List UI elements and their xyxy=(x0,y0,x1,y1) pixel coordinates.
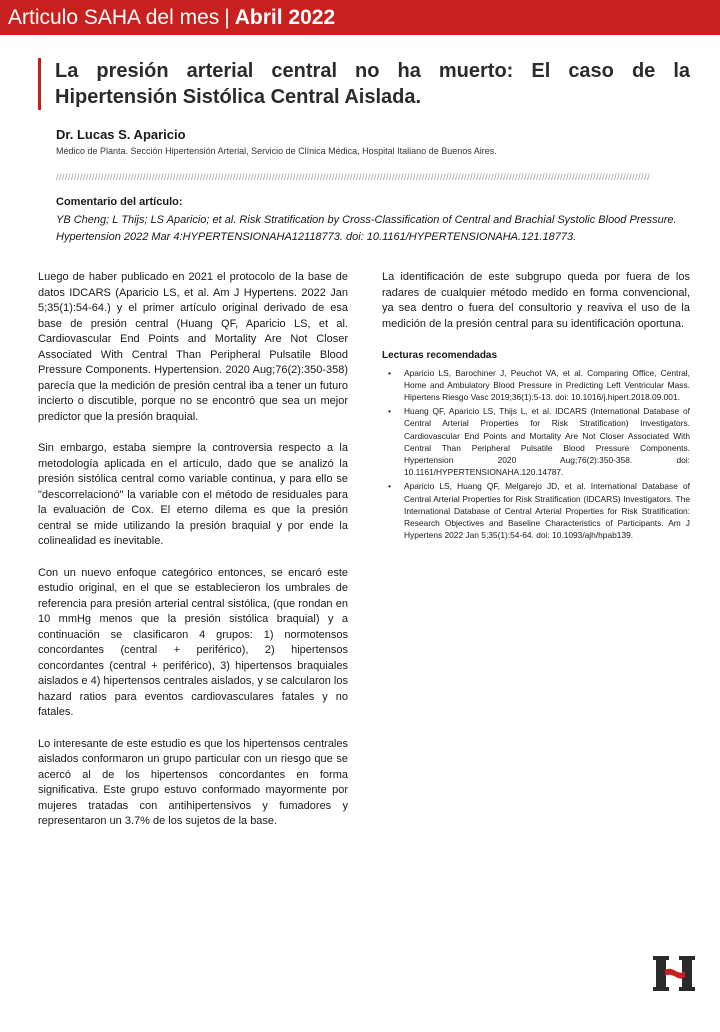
left-column xyxy=(38,270,348,846)
body-paragraph: Con un nuevo enfoque categórico entonces, se encaró este estudio original, en el que se establecieron los umbrales de referencia para presión arterial central sistólica, (que rondan en 10 mmHg menos que la presión sistólica braquial) y a continuación se clasificaron 4 grupos: 1) normotensos concordantes (central + periférico), 2) hipertensos concordantes (central + periférico), 3) hipertensos braquiales aislados e 4) hipertensos centrales aislados, y se calcularon los hazard ratios para eventos cardiovasculares fatales y no fatales. xyxy=(38,566,348,718)
saha-logo-icon xyxy=(653,953,697,993)
author-affiliation: Médico de Planta. Sección Hipertensión Arterial, Servicio de Clínica Médica, Hospital Italiano de Buenos Aires. xyxy=(56,146,497,156)
reference-text: Aparicio LS, Huang QF, Melgarejo JD, et al. International Database of Central Arterial Properties for Risk Stratification (IDCARS) Investigators. The International Database of Central Arterial Properties for Risk Stratification: Research Objectives and Baseline Characteristics of Participants. Am J Hypertens 2022 Jan 5;35(1):54-64. doi: 10.1093/ajh/hpab139. xyxy=(404,481,690,541)
header-separator: | xyxy=(224,6,230,29)
right-column xyxy=(382,270,690,543)
comment-citation: YB Cheng; L Thijs; LS Aparicio; et al. Risk Stratification by Cross-Classification of Central and Brachial Systolic Blood Pressure. Hypertension 2022 Mar 4:HYPERTENSIONAHA12118773. doi: 10.1161/HYPERTENSIONAHA.121.18773. xyxy=(56,214,677,243)
title-block xyxy=(38,58,690,110)
body-paragraph: La identificación de este subgrupo queda por fuera de los radares de cualquier método medido en forma convencional, ya sea dentro o fuera del consultorio y reaviva el uso de la medición de la presión central para su identificación oportuna. xyxy=(382,271,690,330)
article-title: La presión arterial central no ha muerto: El caso de la Hipertensión Sistólica Central Aislada. xyxy=(55,60,690,108)
bullet-icon: • xyxy=(388,406,391,417)
references-title: Lecturas recomendadas xyxy=(382,350,498,361)
bullet-icon: • xyxy=(388,367,391,378)
references-list xyxy=(382,367,690,542)
author-name: Dr. Lucas S. Aparicio xyxy=(56,127,186,142)
reference-text: Huang QF, Aparicio LS, Thijs L, et al. IDCARS (International Database of Central Arterial Properties for Risk Stratification) Investigators. Cardiovascular End Points and Mortality Are Not Closer Associated With Central Than Peripheral Pulsatile Blood Pressure Components. Hypertension 2020 Aug;76(2):350-358. doi: 10.1161/HYPERTENSIONAHA.120.14787. xyxy=(404,406,690,478)
bullet-icon: • xyxy=(388,481,391,492)
comment-label: Comentario del artículo: xyxy=(56,196,183,208)
header-month: Abril 2022 xyxy=(234,6,336,29)
divider-pattern: ////////////////////////////////////////////////////////////////////////////////////////////////////////////////////////////////////////////////////////////////////////////////////////////////////// xyxy=(56,172,651,182)
body-paragraph: Luego de haber publicado en 2021 el protocolo de la base de datos IDCARS (Aparicio LS, et al. Am J Hypertens. 2022 Jan 5;35(1):54-64.) y el primer artículo original derivado de esa base de presión central (Huang QF, Aparicio LS, et al. Cardiovascular End Points and Mortality Are Not Closer Associated With Central Than Peripheral Pulsatile Blood Pressure Components. Hypertension. 2020 Aug;76(2):350-358) parecía que la medición de presión central iba a tener un futuro incierto o discutible, porque no se encontró que sea un mejor predictor que la presión braquial. xyxy=(38,271,348,423)
body-paragraph: Sin embargo, estaba siempre la controversia respecto a la metodología aplicada en el artículo, dado que se analizó la presión sistólica central como variable continua, y para ello se "descorrelacionó" la variable con el método de residuales para la evaluación de Cox. El eterno dilema es que la presión central se mide utilizando la presión braquial y por ende la colinealidad es inevitable. xyxy=(38,442,348,547)
reference-item xyxy=(382,480,690,541)
reference-item xyxy=(382,367,690,404)
reference-text: Aparicio LS, Barochiner J, Peuchot VA, et al. Comparing Office, Central, Home and Ambulatory Blood Pressure in Predicting Left Ventricular Mass. Hipertens Riesgo Vasc 2019;36(1):5-13. doi: 10.1016/j.hipert.2018.09.001. xyxy=(404,367,690,402)
body-paragraph: Lo interesante de este estudio es que los hipertensos centrales aislados conformaron un grupo particular con un riesgo que se acercó al de los hipertensos concordantes en forma significativa. Este grupo estuvo conformado mayormente por mujeres tratadas con antihipertensivos y fumadores y representaron un 3.7% de los sujetos de la base. xyxy=(38,737,348,827)
header-banner xyxy=(0,0,720,35)
header-section: Articulo SAHA del mes xyxy=(8,6,220,29)
reference-item xyxy=(382,405,690,478)
